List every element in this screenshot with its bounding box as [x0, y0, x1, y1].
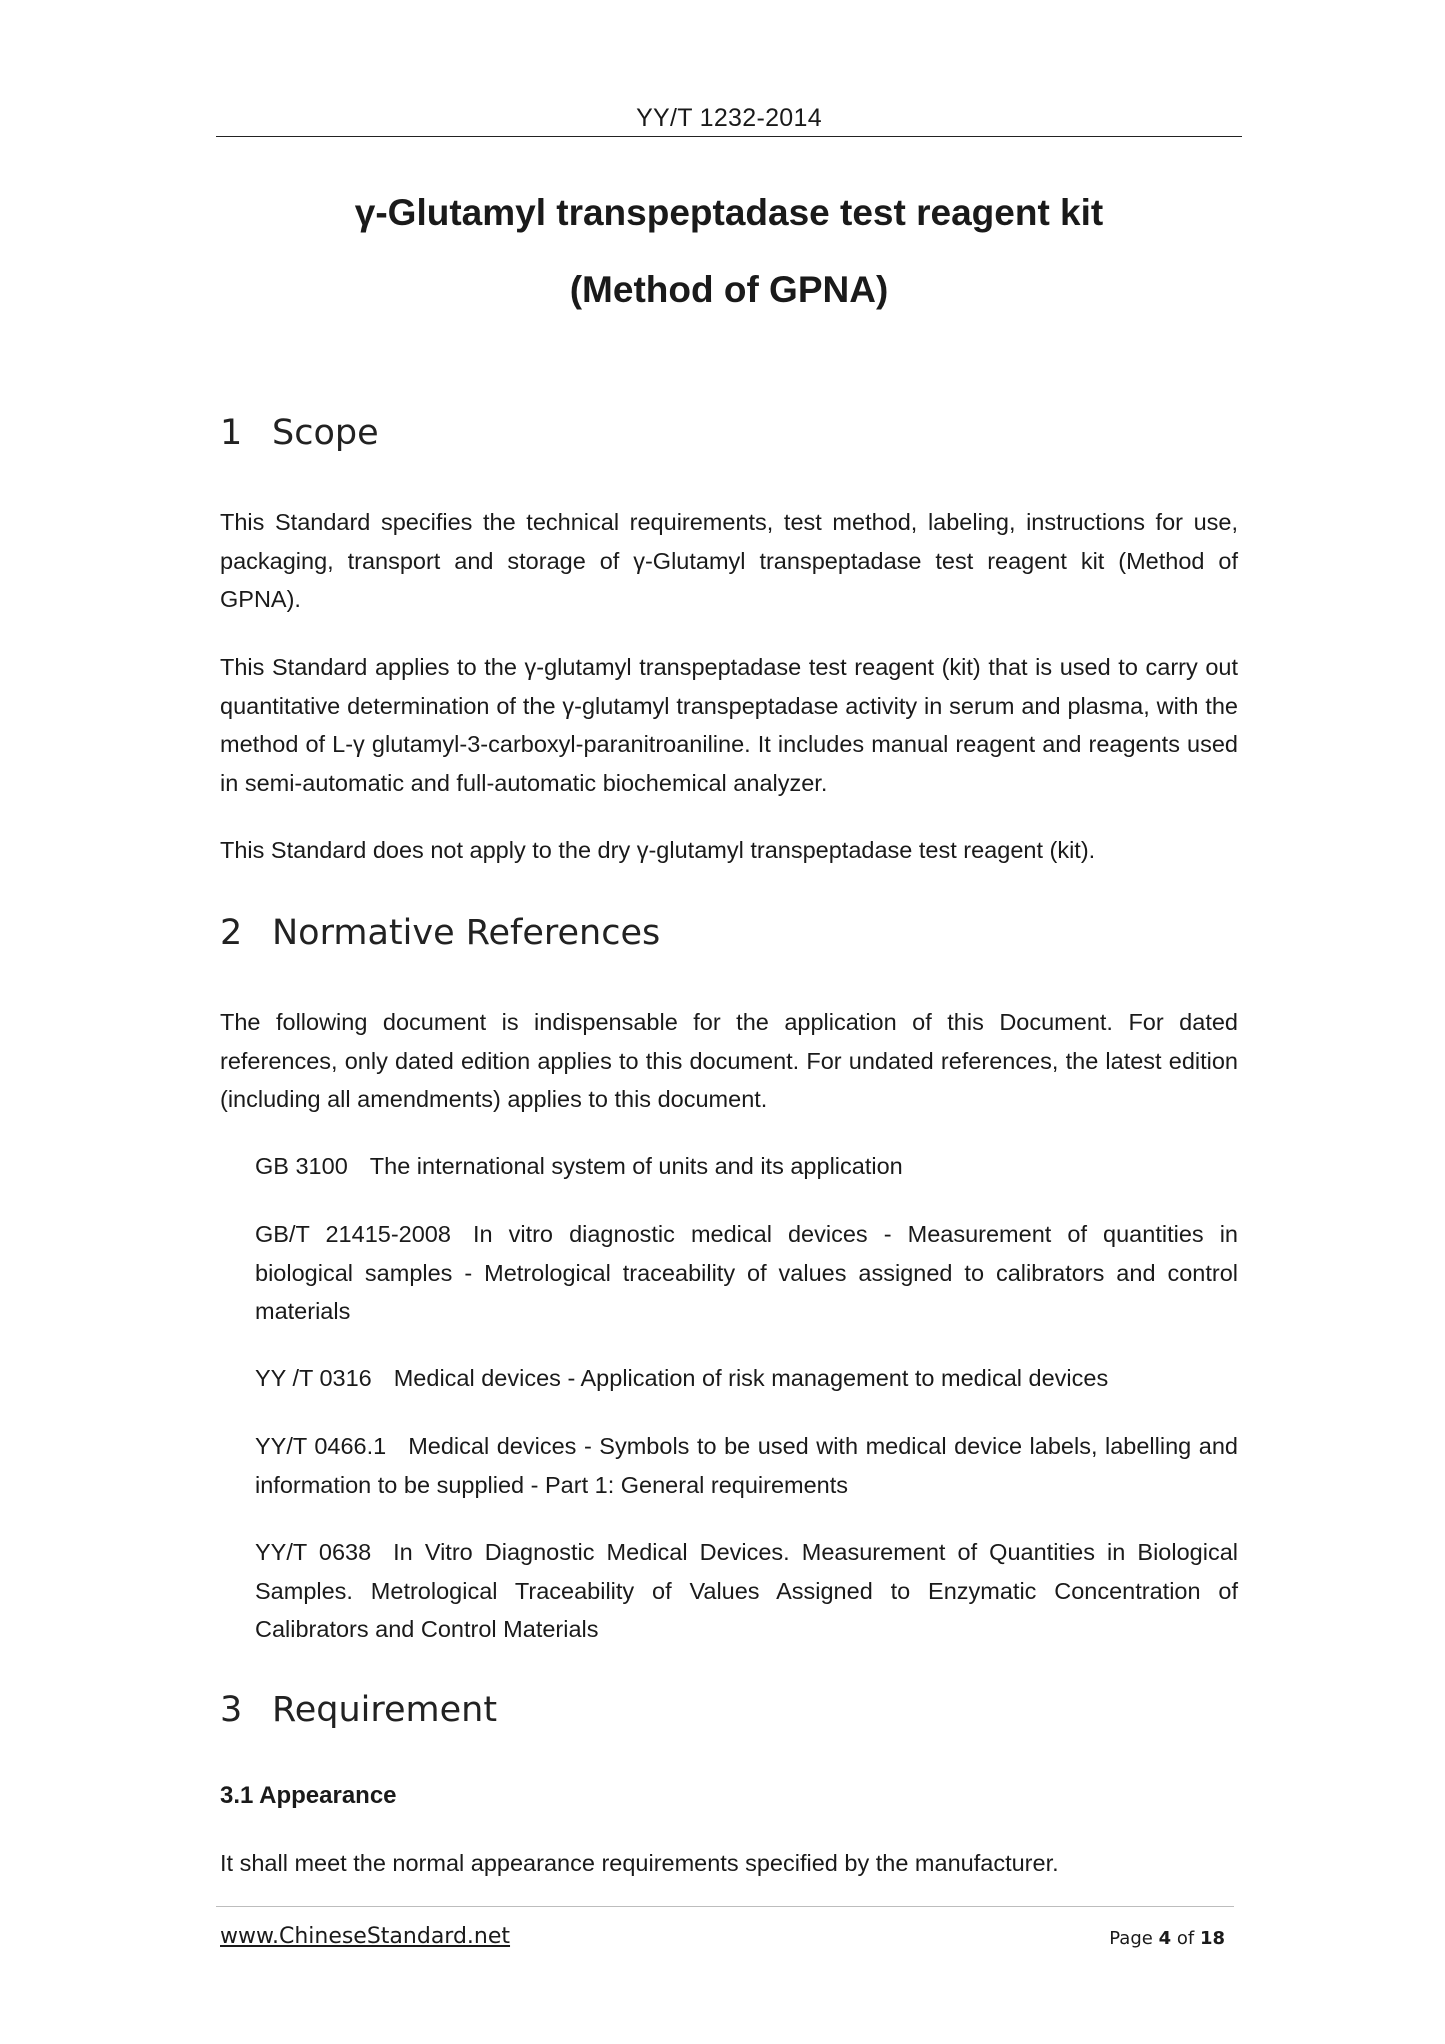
- reference-item: [255, 1359, 1238, 1398]
- document-subtitle: (Method of GPNA): [569, 269, 889, 310]
- total-pages: 18: [1199, 1928, 1225, 1949]
- footer-divider: [216, 1906, 1234, 1907]
- reference-item: [255, 1427, 1238, 1504]
- reference-title: In vitro diagnostic medical devices - Measurement of quantities in biological samples - Metrological traceability of values assigned to calibrators and control materials: [255, 1221, 1238, 1324]
- website-link[interactable]: www.ChineseStandard.net: [220, 1924, 511, 1949]
- current-page: 4: [1158, 1928, 1172, 1949]
- references-intro: The following document is indispensable for the application of this Document. For dated references, only dated edition applies to this document. For undated references, the latest edition (including all amendments) applies to this document.: [220, 1009, 1238, 1112]
- reference-code: YY/T 0466.1: [255, 1433, 387, 1459]
- subsection-heading-appearance: 3.1 Appearance: [220, 1782, 397, 1809]
- reference-code: YY/T 0638: [255, 1539, 372, 1565]
- reference-code: GB/T 21415-2008: [255, 1221, 451, 1247]
- standard-code-header: YY/T 1232-2014: [636, 104, 822, 132]
- reference-title: In Vitro Diagnostic Medical Devices. Measurement of Quantities in Biological Samples. Metrological Traceability of Values Assigned to Enzymatic Concentration of Calibrators and Control Materials: [255, 1539, 1238, 1642]
- reference-code: YY /T 0316: [255, 1365, 372, 1391]
- reference-item: [255, 1215, 1238, 1331]
- section-title: Normative References: [272, 913, 661, 953]
- section-heading-scope: [220, 413, 379, 453]
- scope-paragraph-1: This Standard specifies the technical requirements, test method, labeling, instructions for use, packaging, transport and storage of γ-Glutamyl transpeptadase test reagent kit (Method of GPNA).: [220, 509, 1238, 612]
- page-of-label: of: [1176, 1928, 1195, 1949]
- scope-paragraph-2: This Standard applies to the γ-glutamyl transpeptadase test reagent (kit) that is used to carry out quantitative determination of the γ-glutamyl transpeptadase activity in serum and plasma, with the method of L-γ glutamyl-3-carboxyl-paranitroaniline. It includes manual reagent and reagents used in semi-automatic and full-automatic biochemical analyzer.: [220, 654, 1238, 796]
- reference-title: Medical devices - Application of risk management to medical devices: [393, 1365, 1109, 1391]
- section-number: 1: [220, 413, 243, 453]
- section-number: 3: [220, 1690, 243, 1730]
- reference-code: GB 3100: [255, 1153, 348, 1179]
- page-label: Page: [1109, 1928, 1153, 1949]
- header-divider: [216, 136, 1242, 137]
- reference-item: [255, 1533, 1238, 1649]
- reference-title: Medical devices - Symbols to be used with medical device labels, labelling and information to be supplied - Part 1: General requirements: [255, 1433, 1238, 1498]
- section-title: Requirement: [272, 1690, 498, 1730]
- document-title: γ-Glutamyl transpeptadase test reagent kit: [354, 192, 1104, 233]
- section-heading-requirement: [220, 1690, 497, 1730]
- section-title: Scope: [272, 413, 379, 453]
- scope-paragraph-3: This Standard does not apply to the dry γ-glutamyl transpeptadase test reagent (kit).: [220, 837, 1096, 863]
- reference-item: [255, 1147, 1238, 1186]
- appearance-paragraph: It shall meet the normal appearance requirements specified by the manufacturer.: [220, 1850, 1059, 1876]
- page-number: [1109, 1928, 1225, 1949]
- reference-title: The international system of units and its application: [369, 1153, 903, 1179]
- section-heading-normative-references: [220, 913, 660, 953]
- section-number: 2: [220, 913, 243, 953]
